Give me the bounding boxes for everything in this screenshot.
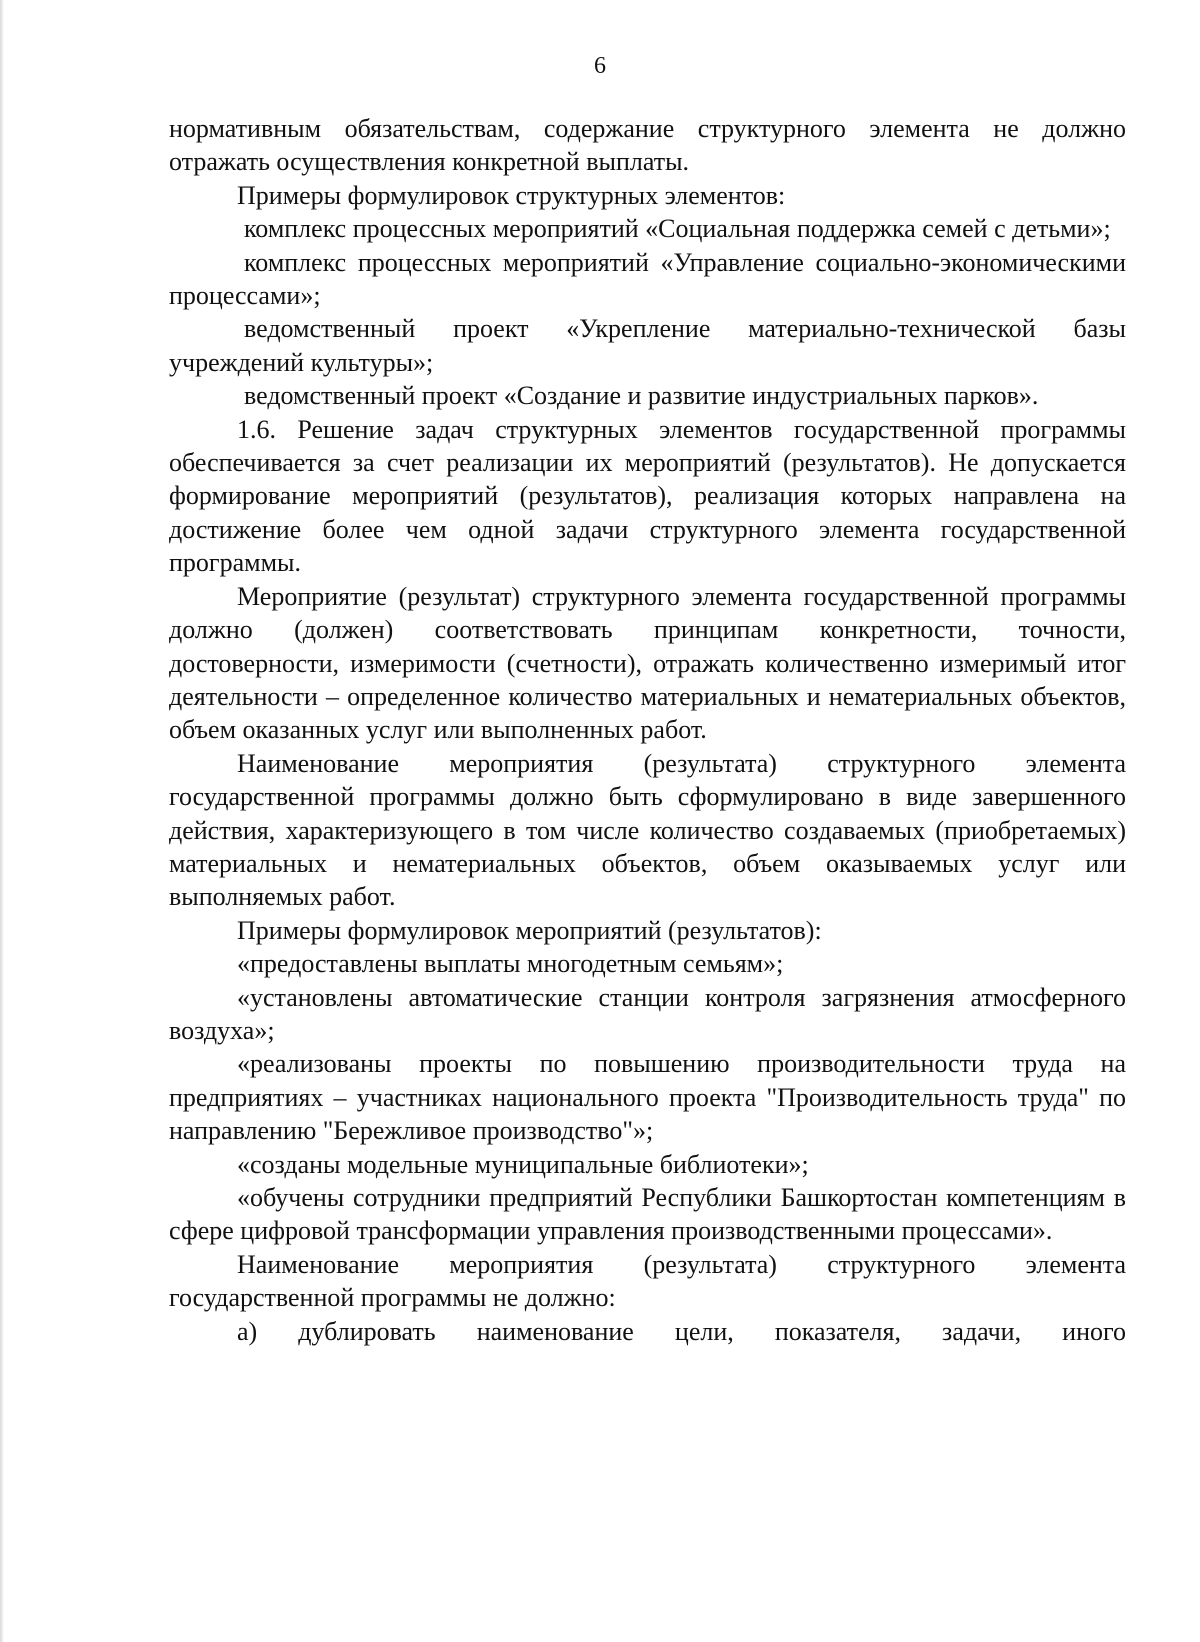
paragraph-example-item: ведомственный проект «Укрепление материально-технической базы учреждений культуры»; xyxy=(169,314,1126,377)
paragraph-example-item: «установлены автоматические станции контроля загрязнения атмосферного воздуха»; xyxy=(169,982,1126,1045)
paragraph-example-item: комплекс процессных мероприятий «Социальная поддержка семей с детьми»; xyxy=(244,214,1111,244)
paragraph-example-item: ведомственный проект «Создание и развитие индустриальных парков». xyxy=(244,381,1039,411)
paragraph-section-1-6: 1.6. Решение задач структурных элементов государственной программы обеспечивается за счет реализации их мероприятий (результатов). Не допускается формирование мероприятий (результатов), реализация которых направлена на достижение более чем одной задачи структурного элемента государственной программы. xyxy=(169,414,1126,578)
paragraph-example-item: «предоставлены выплаты многодетным семьям»; xyxy=(237,949,784,979)
paragraph-example-item: «обучены сотрудники предприятий Республики Башкортостан компетенциям в сфере цифровой трансформации управления производственными процессами». xyxy=(169,1183,1126,1246)
paragraph-continuation: нормативным обязательствам, содержание структурного элемента не должно отражать осуществления конкретной выплаты. xyxy=(169,114,1126,177)
paragraph-example-item: комплекс процессных мероприятий «Управление социально-экономическими процессами»; xyxy=(169,247,1126,311)
paragraph-list-item-a: а) дублировать наименование цели, показателя, задачи, иного xyxy=(237,1316,1126,1346)
paragraph-example-item: «созданы модельные муниципальные библиотеки»; xyxy=(237,1149,809,1179)
scan-edge-shadow xyxy=(0,0,4,1642)
paragraph-body: Мероприятие (результат) структурного элемента государственной программы должно (должен) соответствовать принципам конкретности, точности, достоверности, измеримости (счетности), отражать количественно измеримый итог деятельности – определенное количество материальных и нематериальных объектов, объем оказанных услуг или выполненных работ. xyxy=(169,581,1126,745)
paragraph-example-item: «реализованы проекты по повышению производительности труда на предприятиях – участниках национального проекта "Производительность труда" по направлению "Бережливое производство"»; xyxy=(169,1049,1126,1146)
paragraph-body: Наименование мероприятия (результата) структурного элемента государственной программы должно быть сформулировано в виде завершенного действия, характеризующего в том числе количество создаваемых (приобретаемых) материальных и нематериальных объектов, объем оказываемых услуг или выполняемых работ. xyxy=(169,748,1126,912)
page-number: 6 xyxy=(594,53,606,79)
paragraph-examples-heading: Примеры формулировок мероприятий (результатов): xyxy=(237,915,822,945)
paragraph-body: Наименование мероприятия (результата) структурного элемента государственной программы не должно: xyxy=(169,1249,1126,1313)
document-body xyxy=(169,112,1126,1348)
paragraph-examples-heading: Примеры формулировок структурных элементов: xyxy=(237,180,786,210)
